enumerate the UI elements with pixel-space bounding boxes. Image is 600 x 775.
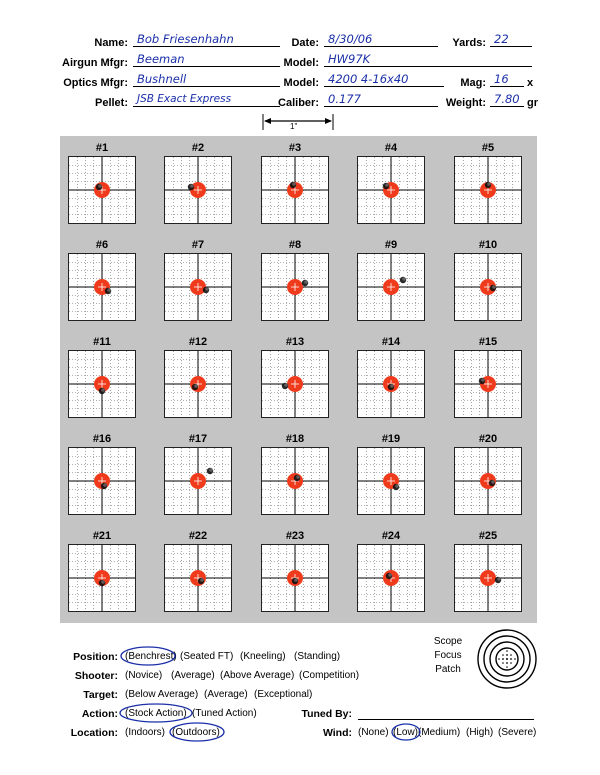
target-label: Target:	[83, 689, 118, 701]
option-below-average[interactable]: (Below Average)	[125, 689, 199, 700]
option-indoors[interactable]: (Indoors)	[125, 727, 166, 738]
option-wind-medium[interactable]: (Medium)	[418, 727, 461, 738]
target-number: #10	[478, 239, 498, 251]
target-number: #12	[188, 336, 208, 348]
target-number: #1	[95, 142, 109, 154]
patch-label: Patch	[435, 664, 461, 675]
yards-label: Yards:	[452, 37, 486, 49]
option-above-average[interactable]: (Above Average)	[220, 670, 295, 681]
target-number: #15	[478, 336, 498, 348]
option-seated-ft[interactable]: (Seated FT)	[180, 651, 234, 662]
caliber-field[interactable]: 0.177	[324, 93, 438, 107]
target-number: #17	[188, 433, 208, 445]
target-number: #6	[95, 239, 109, 251]
target-number: #24	[381, 530, 401, 542]
target-number: #4	[384, 142, 398, 154]
option-benchrest[interactable]: (Benchrest)	[125, 651, 177, 662]
target-number: #23	[285, 530, 305, 542]
name-field[interactable]: Bob Friesenhahn	[133, 33, 280, 47]
pellet-label: Pellet:	[94, 97, 128, 109]
option-target-average[interactable]: (Average)	[204, 689, 248, 700]
target-number: #20	[478, 433, 498, 445]
caliber-label: Caliber:	[278, 97, 319, 109]
target-number: #2	[191, 142, 205, 154]
optics-label: Optics Mfgr:	[63, 77, 128, 89]
outdoors-circle-icon	[170, 723, 224, 741]
airgun-field[interactable]: Beeman	[133, 53, 280, 67]
low-circle-icon	[392, 724, 420, 740]
action-label: Action:	[81, 708, 118, 720]
option-tuned-action[interactable]: (Tuned Action)	[192, 708, 257, 719]
location-label: Location:	[70, 727, 118, 739]
date-field[interactable]: 8/30/06	[324, 33, 438, 47]
benchrest-circle-icon	[121, 647, 175, 665]
option-wind-low[interactable]: (Low)	[393, 727, 419, 738]
target-number: #16	[92, 433, 112, 445]
mag-field[interactable]: 16	[490, 73, 524, 87]
target-number: #9	[384, 239, 398, 251]
option-competition[interactable]: (Competition)	[299, 670, 360, 681]
target-number: #7	[191, 239, 205, 251]
weight-unit: gr	[527, 97, 538, 109]
optics-model-label: Model:	[283, 77, 319, 89]
target-number: #8	[288, 239, 302, 251]
option-wind-high[interactable]: (High)	[466, 727, 494, 738]
option-exceptional[interactable]: (Exceptional)	[254, 689, 313, 700]
scope-focus-patch-icon	[476, 628, 538, 690]
focus-label: Focus	[434, 650, 462, 661]
target-number: #3	[288, 142, 302, 154]
option-novice[interactable]: (Novice)	[125, 670, 163, 681]
mag-label: Mag:	[460, 77, 486, 89]
weight-label: Weight:	[445, 97, 486, 109]
yards-field[interactable]: 22	[490, 33, 532, 47]
option-kneeling[interactable]: (Kneeling)	[240, 651, 286, 662]
model-label: Model:	[283, 57, 319, 69]
target-number: #11	[93, 336, 111, 348]
scale-label: 1"	[290, 122, 298, 131]
name-label: Name:	[94, 37, 128, 49]
option-stock-action[interactable]: (Stock Action)	[125, 708, 187, 719]
target-number: #14	[381, 336, 401, 348]
target-number: #21	[92, 530, 112, 542]
date-label: Date:	[291, 37, 319, 49]
shooter-label: Shooter:	[74, 670, 118, 682]
stock-action-circle-icon	[120, 704, 192, 722]
model-field[interactable]: HW97K	[324, 53, 532, 67]
target-number: #5	[481, 142, 495, 154]
optics-field[interactable]: Bushnell	[133, 73, 280, 87]
option-standing[interactable]: (Standing)	[294, 651, 341, 662]
tuned-by-label: Tuned By:	[301, 708, 352, 720]
option-average[interactable]: (Average)	[171, 670, 215, 681]
wind-label: Wind:	[322, 727, 352, 739]
airgun-label: Airgun Mfgr:	[62, 57, 128, 69]
optics-model-field[interactable]: 4200 4-16x40	[324, 73, 444, 87]
target-number: #22	[188, 530, 208, 542]
target-number: #19	[381, 433, 401, 445]
target-number: #13	[285, 336, 305, 348]
position-label: Position:	[73, 651, 118, 663]
target-number: #18	[285, 433, 305, 445]
option-outdoors[interactable]: (Outdoors)	[172, 727, 220, 738]
option-wind-none[interactable]: (None)	[358, 727, 389, 738]
weight-field[interactable]: 7.80	[490, 93, 524, 107]
option-wind-severe[interactable]: (Severe)	[498, 727, 537, 738]
pellet-field[interactable]: JSB Exact Express	[133, 93, 280, 107]
mag-unit: x	[527, 77, 534, 89]
scope-label: Scope	[433, 636, 463, 647]
target-number: #25	[478, 530, 498, 542]
